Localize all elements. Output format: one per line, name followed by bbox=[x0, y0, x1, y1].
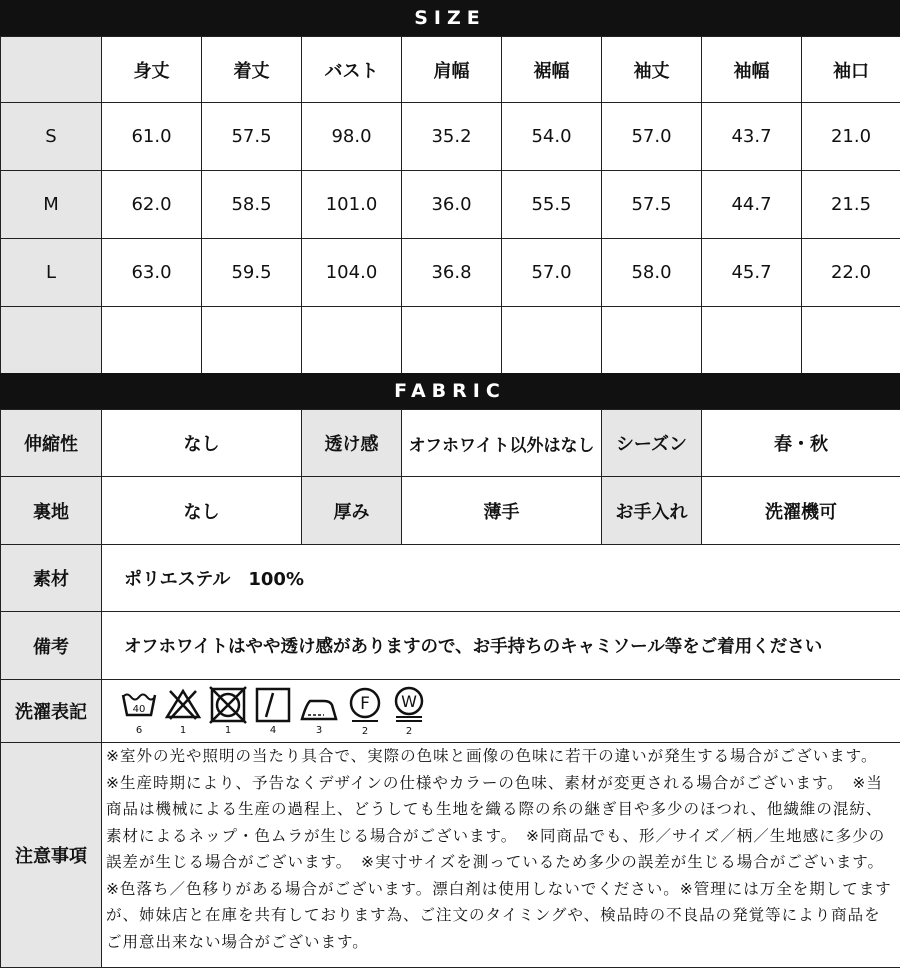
sheer-label: 透け感 bbox=[302, 410, 402, 477]
fabric-row-2 bbox=[1, 477, 900, 545]
size-value: 101.0 bbox=[302, 171, 402, 239]
size-section-title: SIZE bbox=[0, 0, 900, 36]
no-tumble-dry-icon bbox=[208, 685, 248, 737]
size-value: 61.0 bbox=[102, 103, 202, 171]
care-label: お手入れ bbox=[602, 477, 702, 545]
size-value: 36.8 bbox=[402, 239, 502, 307]
lining-value: なし bbox=[102, 477, 302, 545]
wash-code: 1 bbox=[179, 725, 187, 736]
wash-icons-cell bbox=[102, 680, 900, 743]
size-header-cell: 袖幅 bbox=[702, 37, 802, 103]
wash-row bbox=[1, 680, 900, 743]
size-table bbox=[0, 36, 900, 374]
size-value-empty bbox=[402, 307, 502, 374]
wash-tub-40-icon bbox=[120, 685, 158, 737]
size-value: 58.0 bbox=[602, 239, 702, 307]
size-value: 35.2 bbox=[402, 103, 502, 171]
size-row-s bbox=[1, 103, 900, 171]
size-value: 57.0 bbox=[602, 103, 702, 171]
fabric-row-1 bbox=[1, 410, 900, 477]
size-value-empty bbox=[302, 307, 402, 374]
size-value: 44.7 bbox=[702, 171, 802, 239]
size-value: 21.0 bbox=[802, 103, 900, 171]
size-header-cell: 袖丈 bbox=[602, 37, 702, 103]
size-label: S bbox=[1, 103, 102, 171]
material-value: ポリエステル 100% bbox=[102, 545, 900, 612]
material-label: 素材 bbox=[1, 545, 102, 612]
material-row bbox=[1, 545, 900, 612]
season-label: シーズン bbox=[602, 410, 702, 477]
notes-row bbox=[1, 743, 900, 968]
sheer-value: オフホワイト以外はなし bbox=[402, 410, 602, 477]
size-value: 57.5 bbox=[202, 103, 302, 171]
size-header-cell: 着丈 bbox=[202, 37, 302, 103]
remarks-value: オフホワイトはやや透け感がありますので、お手持ちのキャミソール等をご着用ください bbox=[102, 612, 900, 680]
wash-code: 4 bbox=[269, 725, 277, 736]
wash-label: 洗濯表記 bbox=[1, 680, 102, 743]
size-row-l bbox=[1, 239, 900, 307]
size-header-cell: 身丈 bbox=[102, 37, 202, 103]
wash-code: 3 bbox=[315, 725, 323, 736]
stretch-value: なし bbox=[102, 410, 302, 477]
size-value: 104.0 bbox=[302, 239, 402, 307]
remarks-label: 備考 bbox=[1, 612, 102, 680]
stretch-label: 伸縮性 bbox=[1, 410, 102, 477]
size-value: 55.5 bbox=[502, 171, 602, 239]
thickness-value: 薄手 bbox=[402, 477, 602, 545]
size-header-cell: 肩幅 bbox=[402, 37, 502, 103]
dry-clean-f-icon bbox=[346, 685, 384, 737]
size-label: M bbox=[1, 171, 102, 239]
wash-icons bbox=[102, 685, 900, 737]
wash-code: 2 bbox=[361, 726, 369, 737]
size-value: 63.0 bbox=[102, 239, 202, 307]
wash-temp: 40 bbox=[132, 704, 146, 715]
size-value: 58.5 bbox=[202, 171, 302, 239]
size-value-empty bbox=[502, 307, 602, 374]
dry-clean-letter: F bbox=[360, 694, 370, 714]
remarks-row bbox=[1, 612, 900, 680]
size-value-empty bbox=[202, 307, 302, 374]
iron-low-icon bbox=[298, 685, 340, 737]
size-value-empty bbox=[102, 307, 202, 374]
size-corner-cell bbox=[1, 37, 102, 103]
size-value: 21.5 bbox=[802, 171, 900, 239]
notes-text: ※室外の光や照明の当たり具合で、実際の色味と画像の色味に若干の違いが発生する場合がございます。 ※生産時期により、予告なくデザインの仕様やカラーの色味、素材が変更される場合がございます。 ※当商品は機械による生産の過程上、どうしても生地を織る際の糸の継ぎ目や多少のほつれ、他繊維の混紡、素材によるネップ・色ムラが生じる場合がございます。 ※同商品でも、形／サイズ／柄／生地感に多少の誤差が生じる場合がございます。 ※実寸サイズを測っているため多少の誤差が生じる場合がございます。 ※色落ち／色移りがある場合がございます。漂白剤は使用しないでください。※管理には万全を期してますが、姉妹店と在庫を共有しております為、ご注文のタイミングや、検品時の不良品の発覚等により商品をご用意出来ない場合がございます。 bbox=[106, 747, 893, 951]
size-value: 45.7 bbox=[702, 239, 802, 307]
size-value: 57.0 bbox=[502, 239, 602, 307]
size-header-cell: 裾幅 bbox=[502, 37, 602, 103]
size-value-empty bbox=[702, 307, 802, 374]
size-value: 54.0 bbox=[502, 103, 602, 171]
care-value: 洗濯機可 bbox=[702, 477, 900, 545]
wet-clean-letter: W bbox=[401, 692, 417, 711]
line-dry-icon bbox=[254, 685, 292, 737]
size-value-empty bbox=[602, 307, 702, 374]
lining-label: 裏地 bbox=[1, 477, 102, 545]
fabric-section-title: FABRIC bbox=[0, 373, 900, 409]
size-value: 59.5 bbox=[202, 239, 302, 307]
size-value: 36.0 bbox=[402, 171, 502, 239]
size-label: L bbox=[1, 239, 102, 307]
thickness-label: 厚み bbox=[302, 477, 402, 545]
size-value-empty bbox=[802, 307, 900, 374]
fabric-table bbox=[0, 409, 900, 968]
no-bleach-icon bbox=[164, 685, 202, 737]
size-header-cell: 袖口 bbox=[802, 37, 900, 103]
size-row-empty bbox=[1, 307, 900, 374]
size-value: 43.7 bbox=[702, 103, 802, 171]
wash-code: 2 bbox=[405, 726, 413, 737]
size-value: 98.0 bbox=[302, 103, 402, 171]
size-header-row bbox=[1, 37, 900, 103]
size-label-empty bbox=[1, 307, 102, 374]
size-header-cell: バスト bbox=[302, 37, 402, 103]
wash-code: 1 bbox=[224, 725, 232, 736]
wash-code: 6 bbox=[135, 725, 143, 736]
size-value: 22.0 bbox=[802, 239, 900, 307]
wet-clean-w-icon bbox=[390, 685, 428, 737]
size-row-m bbox=[1, 171, 900, 239]
notes-label: 注意事項 bbox=[1, 743, 102, 968]
size-value: 62.0 bbox=[102, 171, 202, 239]
notes-cell bbox=[102, 743, 900, 968]
season-value: 春・秋 bbox=[702, 410, 900, 477]
size-value: 57.5 bbox=[602, 171, 702, 239]
